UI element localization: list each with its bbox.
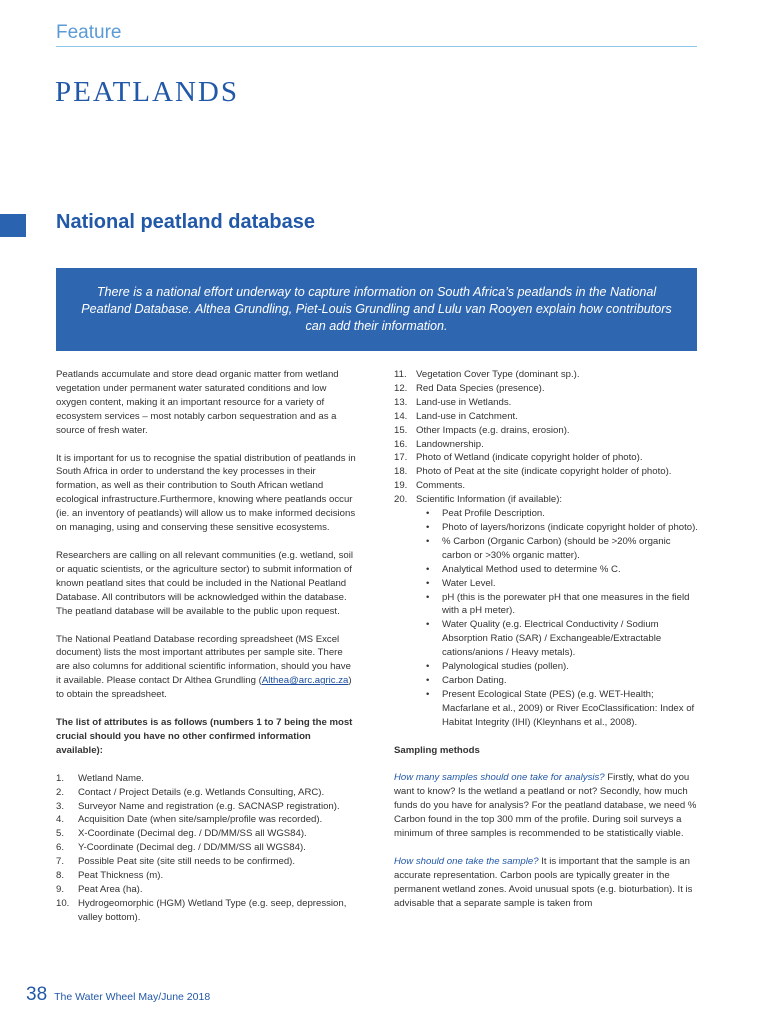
sampling-paragraph-2 [394,855,699,911]
side-tab-marker [0,214,26,237]
scientific-item [394,535,699,563]
attribute-text: Photo of Wetland (indicate copyright holder of photo). [416,452,643,464]
attribute-number: 2. [56,786,65,798]
sampling-paragraph-1 [394,771,699,841]
sampling-answer-1: Firstly, what do you want to know? Is the wetland a peatland or not? Secondly, how much funds do you have for analysis? For the peatland database, we need % Carbon found in the top 300 mm of the profile. During soil surveys a minimum of three samples is recommended to be statistically viable. [394,772,697,840]
scientific-text: pH (this is the porewater pH that one measures in the field with a pH meter). [442,591,690,617]
attribute-text: Possible Peat site (site still needs to be confirmed). [78,856,296,868]
attribute-list-continued [394,368,699,507]
bullet-icon: • [426,591,430,603]
paragraph-1: Peatlands accumulate and store dead organic matter from wetland vegetation under permanent water saturated conditions and low oxygen content, making it an important resource for a variety of ecosystem services – most notably carbon sequestration and as a source of fresh water. [56,369,339,436]
scientific-item [394,688,699,730]
footer [26,984,210,1006]
page-number: 38 [26,984,48,1005]
bullet-icon: • [426,535,430,547]
attribute-item [394,465,699,479]
attribute-text: Hydrogeomorphic (HGM) Wetland Type (e.g. seep, depression, valley bottom). [78,897,347,923]
paragraph-2: It is important for us to recognise the spatial distribution of peatlands in South Africa in order to understand the key processes in their formation, as well as their contribution to South African wetland ecological infrastructure.Furthermore, knowing where peatlands occur (ie. an inventory of peatlands) will allow us to make informed decisions on managing, using and conserving these sensitive ecosystems. [56,452,356,534]
scientific-text: Carbon Dating. [442,674,507,686]
bullet-icon: • [426,619,430,631]
attribute-text: Y-Coordinate (Decimal deg. / DD/MM/SS all WGS84). [78,842,306,854]
sampling-heading: Sampling methods [394,744,480,756]
attribute-item [56,786,358,800]
attribute-text: Surveyor Name and registration (e.g. SACNASP registration). [78,800,340,812]
attribute-text: Comments. [416,480,466,492]
scientific-item [394,577,699,591]
attribute-number: 13. [394,396,408,408]
header-rule [56,46,697,47]
attribute-item [394,396,699,410]
attribute-text: Peat Area (ha). [78,884,143,895]
attribute-item [394,382,699,396]
sampling-question-2: How should one take the sample? [394,856,539,867]
article-heading: National peatland database [56,211,315,233]
attribute-text: Wetland Name. [78,772,144,784]
attribute-text: Photo of Peat at the site (indicate copyright holder of photo). [416,466,672,478]
attribute-number: 7. [56,856,65,868]
attribute-text: Vegetation Cover Type (dominant sp.). [416,369,580,380]
attribute-number: 8. [56,870,65,882]
attribute-item [56,827,358,841]
attribute-list [56,772,358,925]
attribute-number: 6. [56,842,65,854]
attribute-text: Land-use in Catchment. [416,410,518,422]
attribute-item [56,772,358,786]
attribute-number: 9. [56,884,65,895]
left-column [56,368,358,925]
bullet-icon: • [426,661,430,673]
attribute-number: 14. [394,410,408,422]
paragraph-3: Researchers are calling on all relevant communities (e.g. wetland, soil or aquatic scientists, or the agriculture sector) to submit information of known peatland sites that could be included in the National Peatland Database. All contributors will be acknowledged within the database. The peatland database will be available to the public upon request. [56,549,354,617]
attribute-text: Landownership. [416,438,484,450]
scientific-info-list [394,507,699,730]
attribute-text: Red Data Species (presence). [416,382,545,394]
attribute-number: 1. [56,772,65,784]
attribute-text: X-Coordinate (Decimal deg. / DD/MM/SS all WGS84). [78,828,307,840]
attribute-number: 16. [394,438,408,450]
scientific-item [394,674,699,688]
sampling-answer-2: It is important that the sample is an accurate representation. Carbon pools are typically greater in the permanent wetland zones. Avoid unusual spots (e.g. bioturbation). It is advisable that a separate sample is taken from [394,856,693,909]
attribute-item [394,493,699,507]
attribute-item [394,438,699,452]
scientific-text: Present Ecological State (PES) (e.g. WET-Health; Macfarlane et al., 2009) or River EcoClassification: Index of Habitat Integrity (IHI) (Kleynhans et al., 2008). [442,688,695,728]
publication-name: The Water Wheel May/June 2018 [54,991,211,1003]
intro-text: There is a national effort underway to capture information on South Africa’s peatlands in the National Peatland Database. Althea Grundling, Piet-Louis Grundling and Lulu van Rooyen explain how contributors can add their information. [81,285,672,333]
attribute-number: 18. [394,466,408,478]
attribute-number: 19. [394,480,408,492]
scientific-text: Peat Profile Description. [442,508,545,520]
attribute-item [56,800,358,814]
bullet-icon: • [426,577,430,589]
scientific-text: Palynological studies (pollen). [442,661,569,673]
attribute-number: 4. [56,814,65,826]
attribute-text: Contact / Project Details (e.g. Wetlands Consulting, ARC). [78,786,325,798]
attribute-item [394,410,699,424]
attribute-item [394,479,699,493]
bullet-icon: • [426,563,430,575]
bullet-icon: • [426,508,430,520]
scientific-item [394,660,699,674]
attribute-item [56,855,358,869]
list-intro: The list of attributes is as follows (numbers 1 to 7 being the most crucial should you have no other confirmed information available): [56,717,353,756]
attribute-text: Peat Thickness (m). [78,870,164,882]
intro-box [56,268,697,351]
attribute-number: 10. [56,897,70,909]
paragraph-4 [56,633,358,703]
paragraph-4-end: ) to obtain the spreadsheet. [56,675,352,701]
attribute-text: Scientific Information (if available): [416,494,563,506]
attribute-number: 11. [394,369,407,380]
attribute-item [394,451,699,465]
scientific-item [394,563,699,577]
attribute-number: 15. [394,424,408,436]
scientific-text: % Carbon (Organic Carbon) (should be >20% organic carbon or >30% organic matter). [442,535,671,561]
attribute-item [394,424,699,438]
scientific-item [394,618,699,660]
bullet-icon: • [426,688,430,700]
scientific-text: Water Level. [442,577,496,589]
attribute-number: 17. [394,452,408,464]
sampling-question-1: How many samples should one take for analysis? [394,772,605,784]
attribute-number: 5. [56,828,65,840]
feature-label: Feature [56,22,122,43]
attribute-item [394,368,699,382]
paragraph-4-text: The National Peatland Database recording spreadsheet (MS Excel document) lists the most important attributes per sample site. There are also columns for additional scientific information, should you have it available. Please contact Dr Althea Grundling ( [56,633,351,687]
scientific-text: Photo of layers/horizons (indicate copyright holder of photo). [442,521,698,533]
attribute-number: 3. [56,800,65,812]
attribute-item [56,841,358,855]
attribute-text: Land-use in Wetlands. [416,396,512,408]
attribute-item [56,813,358,827]
attribute-text: Acquisition Date (when site/sample/profile was recorded). [78,814,323,826]
attribute-number: 20. [394,494,408,506]
scientific-item [394,591,699,619]
scientific-text: Water Quality (e.g. Electrical Conductivity / Sodium Absorption Ratio (SAR) / Exchangeable/Extractable cations/anions / Heavy metals). [442,619,662,659]
scientific-text: Analytical Method used to determine % C. [442,563,621,575]
email-link[interactable]: Althea@arc.agric.za [261,675,349,687]
attribute-text: Other Impacts (e.g. drains, erosion). [416,424,570,436]
right-column [394,368,699,925]
scientific-item [394,507,699,521]
scientific-item [394,521,699,535]
attribute-item [56,897,358,925]
attribute-number: 12. [394,382,408,394]
bullet-icon: • [426,674,430,686]
section-title: PEATLANDS [55,76,239,108]
bullet-icon: • [426,521,430,533]
attribute-item [56,883,358,897]
attribute-item [56,869,358,883]
